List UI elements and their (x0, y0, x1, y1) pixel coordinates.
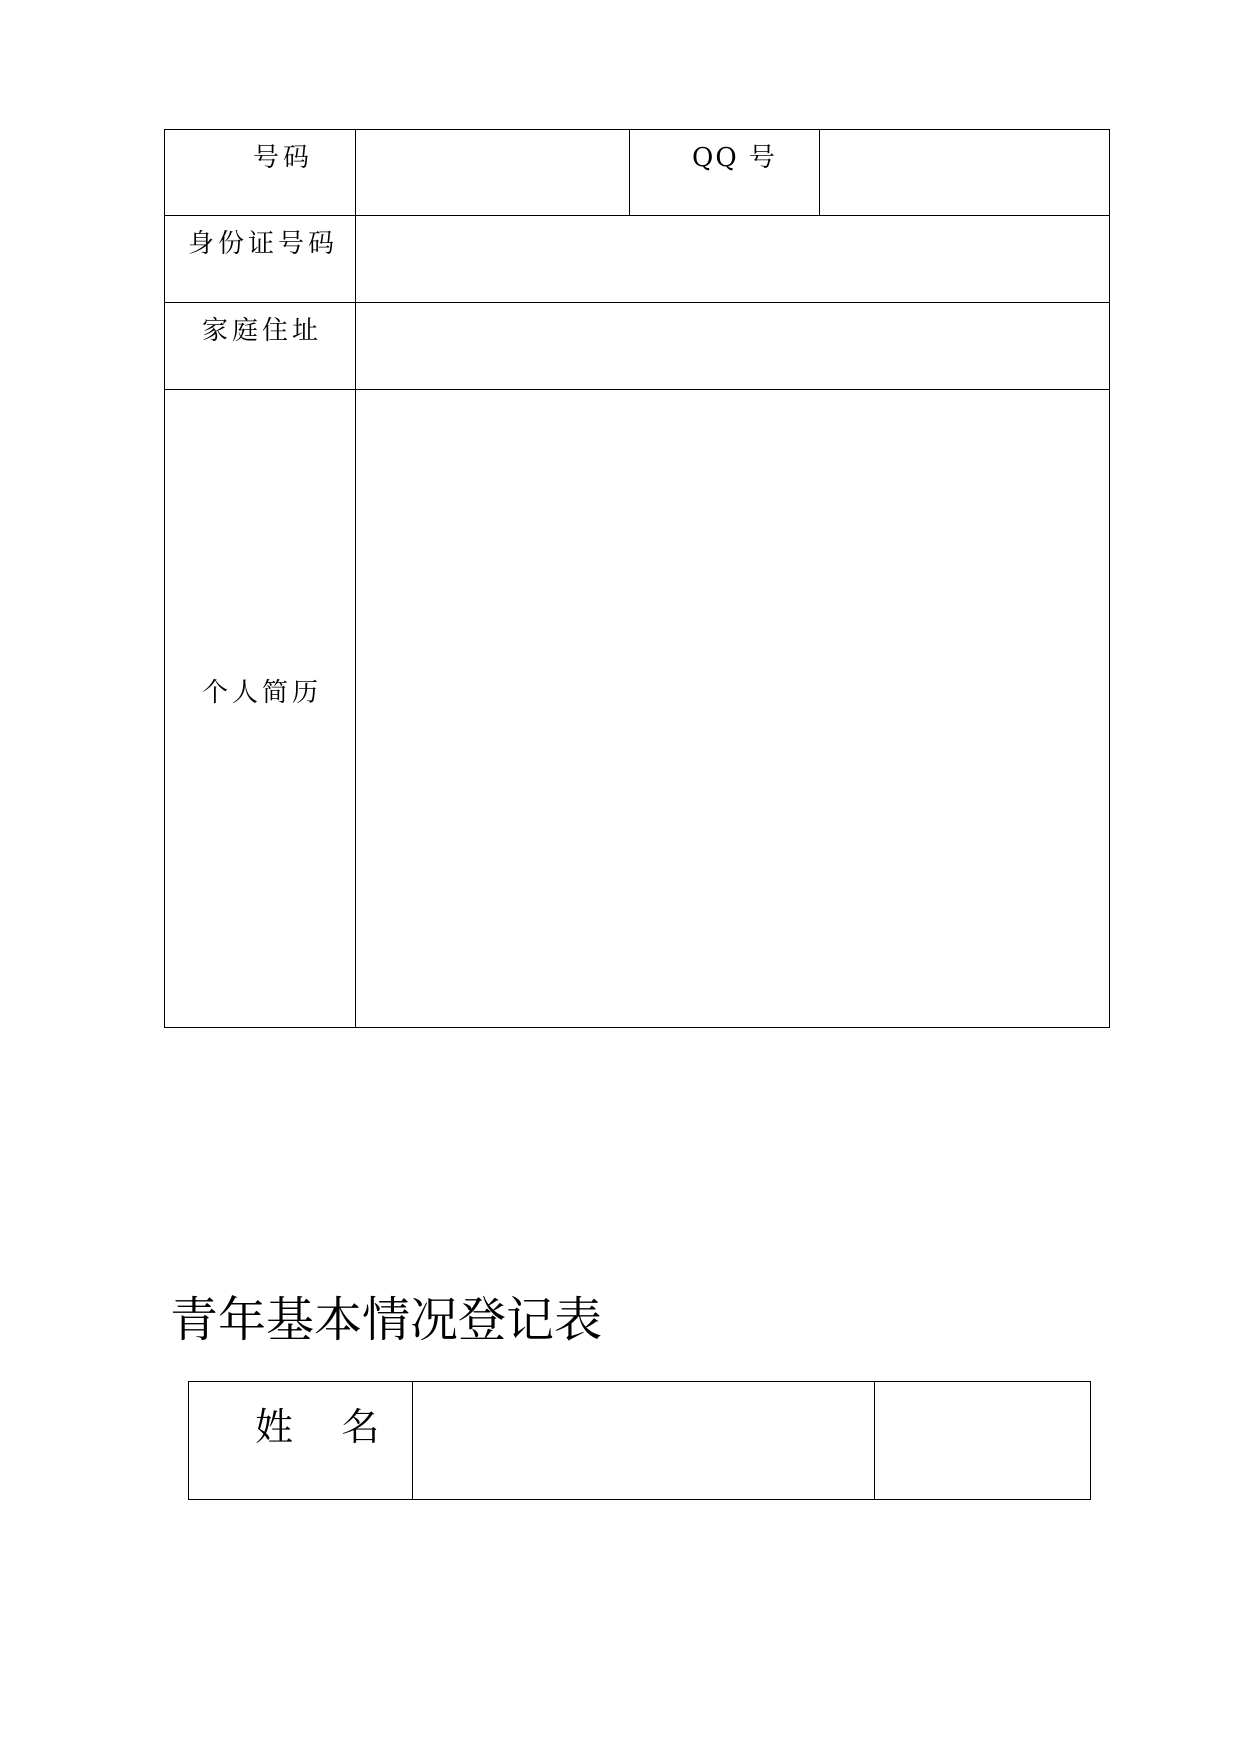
name-field[interactable] (413, 1382, 874, 1499)
resume-label: 个人简历 (202, 678, 323, 708)
phone-label: 号码 (253, 143, 314, 173)
home-address-label: 家庭住址 (202, 316, 323, 346)
table-column-divider (629, 129, 630, 216)
photo-field[interactable] (875, 1382, 1090, 1499)
form-title: 青年基本情况登记表 (170, 1292, 603, 1348)
qq-field[interactable] (820, 130, 1109, 215)
table-border-bottom (164, 1027, 1110, 1028)
home-address-field[interactable] (356, 303, 1109, 389)
table-border-right (1109, 129, 1110, 1028)
table-border-right (1090, 1381, 1091, 1500)
table-border-bottom (188, 1499, 1091, 1500)
qq-label: QQ 号 (692, 143, 777, 173)
table-border-left (164, 129, 165, 1028)
resume-field[interactable] (356, 390, 1109, 1027)
id-number-field[interactable] (356, 216, 1109, 302)
table-border-left (188, 1381, 189, 1500)
name-label: 姓 名 (255, 1405, 380, 1449)
phone-field[interactable] (356, 130, 629, 215)
id-number-label: 身份证号码 (188, 229, 339, 259)
